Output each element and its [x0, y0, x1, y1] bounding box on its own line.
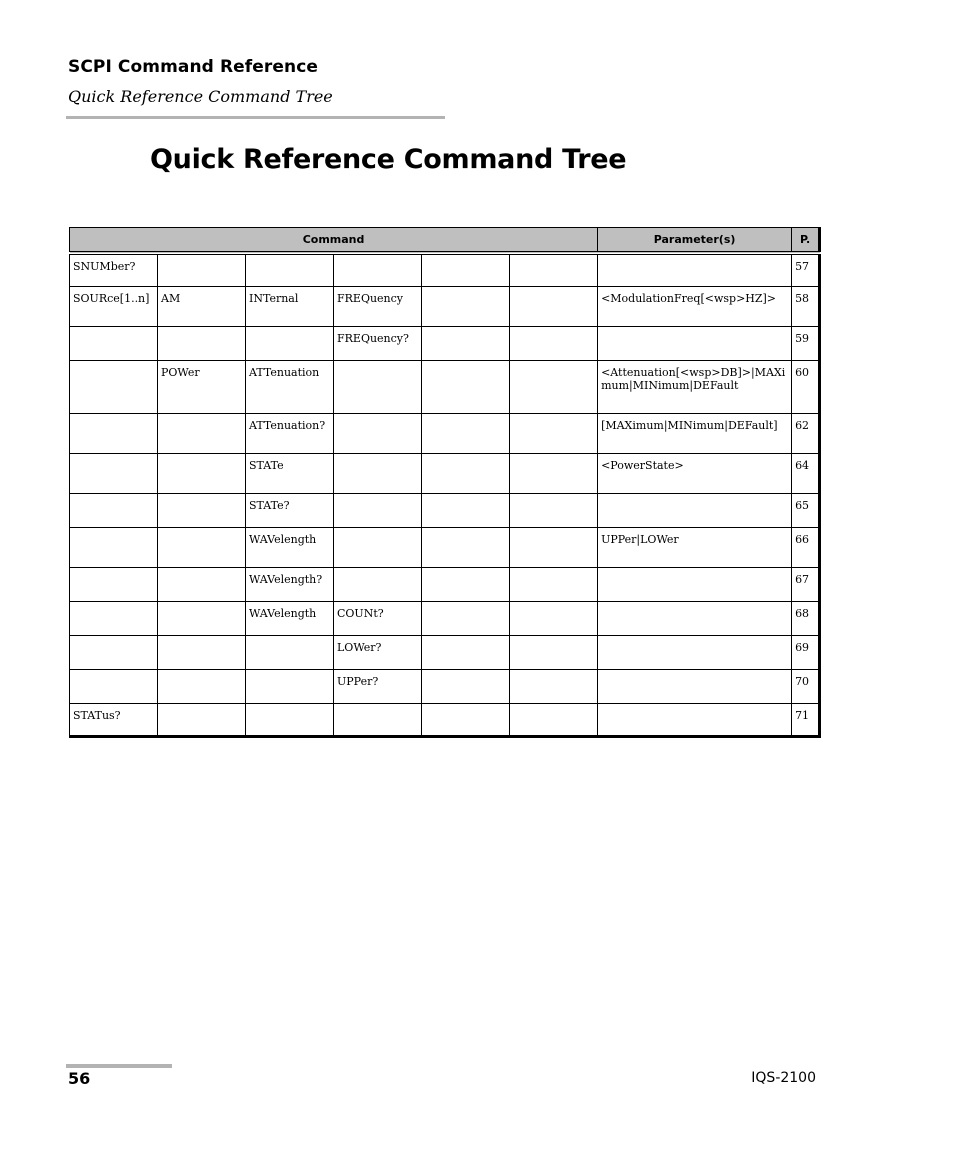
cell-level-6: [510, 360, 598, 413]
table-row: [70, 253, 820, 286]
cell-level-1: [70, 326, 158, 360]
cell-level-5: [422, 326, 510, 360]
table-row: [70, 360, 820, 413]
cell-page: 69: [792, 635, 820, 669]
cell-level-2: [158, 567, 246, 601]
cell-level-2: [158, 669, 246, 703]
cell-level-3: ATTenuation?: [246, 413, 334, 453]
cell-parameters: [598, 567, 792, 601]
section-subtitle: Quick Reference Command Tree: [68, 87, 333, 106]
cell-level-5: [422, 567, 510, 601]
cell-level-2: [158, 601, 246, 635]
cell-level-1: SNUMber?: [70, 253, 158, 286]
cell-parameters: <ModulationFreq[<wsp>HZ]>: [598, 286, 792, 326]
section-title: SCPI Command Reference: [68, 57, 319, 77]
cell-level-5: [422, 635, 510, 669]
table-row: [70, 286, 820, 326]
cell-level-6: [510, 453, 598, 493]
cell-level-6: [510, 413, 598, 453]
footer-divider: [66, 1064, 172, 1068]
cell-level-2: [158, 253, 246, 286]
cell-level-5: [422, 360, 510, 413]
cell-parameters: <Attenuation[<wsp>DB]>|MAXimum|MINimum|DEFault: [598, 360, 792, 413]
cell-level-6: [510, 253, 598, 286]
table-row: [70, 669, 820, 703]
cell-level-4: LOWer?: [334, 635, 422, 669]
cell-level-4: [334, 413, 422, 453]
cell-page: 67: [792, 567, 820, 601]
cell-level-4: [334, 527, 422, 567]
cell-page: 57: [792, 253, 820, 286]
cell-level-6: [510, 326, 598, 360]
cell-level-2: [158, 453, 246, 493]
cell-level-6: [510, 527, 598, 567]
cell-level-6: [510, 669, 598, 703]
cell-page: 64: [792, 453, 820, 493]
cell-parameters: UPPer|LOWer: [598, 527, 792, 567]
cell-page: 60: [792, 360, 820, 413]
cell-level-5: [422, 253, 510, 286]
cell-level-4: [334, 703, 422, 736]
cell-level-2: AM: [158, 286, 246, 326]
cell-level-4: [334, 567, 422, 601]
cell-page: 71: [792, 703, 820, 736]
cell-level-1: [70, 635, 158, 669]
cell-level-3: WAVelength?: [246, 567, 334, 601]
cell-level-5: [422, 286, 510, 326]
cell-level-5: [422, 527, 510, 567]
cell-page: 59: [792, 326, 820, 360]
cell-level-4: COUNt?: [334, 601, 422, 635]
cell-level-1: [70, 493, 158, 527]
table-body: [70, 253, 820, 736]
cell-level-1: [70, 453, 158, 493]
cell-page: 62: [792, 413, 820, 453]
table-row: [70, 635, 820, 669]
cell-page: 65: [792, 493, 820, 527]
cell-level-6: [510, 493, 598, 527]
product-name: IQS-2100: [751, 1070, 816, 1086]
table-row: [70, 493, 820, 527]
cell-level-1: STATus?: [70, 703, 158, 736]
cell-level-1: [70, 360, 158, 413]
cell-level-3: WAVelength: [246, 527, 334, 567]
cell-level-4: [334, 253, 422, 286]
cell-level-6: [510, 703, 598, 736]
cell-parameters: [598, 493, 792, 527]
cell-level-1: [70, 413, 158, 453]
command-tree-table: [69, 227, 821, 738]
cell-level-5: [422, 453, 510, 493]
cell-level-3: WAVelength: [246, 601, 334, 635]
cell-level-4: FREQuency: [334, 286, 422, 326]
table-row: [70, 413, 820, 453]
cell-level-4: UPPer?: [334, 669, 422, 703]
cell-page: 70: [792, 669, 820, 703]
cell-level-5: [422, 413, 510, 453]
cell-parameters: [598, 669, 792, 703]
cell-level-4: [334, 360, 422, 413]
cell-level-3: [246, 669, 334, 703]
cell-level-4: [334, 453, 422, 493]
cell-level-3: STATe: [246, 453, 334, 493]
cell-level-2: [158, 493, 246, 527]
table-row: [70, 326, 820, 360]
column-header-command: Command: [70, 228, 598, 254]
cell-level-3: [246, 635, 334, 669]
table-header-row: [70, 228, 820, 254]
cell-level-2: [158, 703, 246, 736]
cell-level-2: [158, 413, 246, 453]
cell-level-3: ATTenuation: [246, 360, 334, 413]
column-header-page: P.: [792, 228, 820, 254]
cell-level-3: [246, 326, 334, 360]
column-header-parameters: Parameter(s): [598, 228, 792, 254]
cell-level-3: STATe?: [246, 493, 334, 527]
cell-level-1: [70, 669, 158, 703]
table-row: [70, 527, 820, 567]
cell-level-3: [246, 253, 334, 286]
cell-parameters: [MAXimum|MINimum|DEFault]: [598, 413, 792, 453]
cell-level-6: [510, 286, 598, 326]
cell-parameters: <PowerState>: [598, 453, 792, 493]
cell-level-6: [510, 601, 598, 635]
cell-level-1: SOURce[1..n]: [70, 286, 158, 326]
cell-parameters: [598, 253, 792, 286]
table-row: [70, 567, 820, 601]
cell-level-6: [510, 635, 598, 669]
cell-level-6: [510, 567, 598, 601]
page-number: 56: [68, 1069, 91, 1088]
cell-parameters: [598, 601, 792, 635]
cell-level-4: [334, 493, 422, 527]
header-divider: [66, 116, 445, 119]
cell-level-5: [422, 493, 510, 527]
cell-level-5: [422, 703, 510, 736]
cell-parameters: [598, 703, 792, 736]
cell-level-3: [246, 703, 334, 736]
cell-page: 68: [792, 601, 820, 635]
cell-level-2: [158, 527, 246, 567]
cell-level-1: [70, 567, 158, 601]
cell-level-5: [422, 669, 510, 703]
cell-page: 66: [792, 527, 820, 567]
table-row: [70, 703, 820, 736]
cell-level-2: [158, 326, 246, 360]
cell-level-4: FREQuency?: [334, 326, 422, 360]
cell-page: 58: [792, 286, 820, 326]
cell-parameters: [598, 326, 792, 360]
cell-level-1: [70, 601, 158, 635]
cell-level-1: [70, 527, 158, 567]
table-row: [70, 601, 820, 635]
cell-level-2: POWer: [158, 360, 246, 413]
cell-level-5: [422, 601, 510, 635]
cell-level-3: INTernal: [246, 286, 334, 326]
table-row: [70, 453, 820, 493]
cell-level-2: [158, 635, 246, 669]
page-title: Quick Reference Command Tree: [150, 144, 627, 175]
cell-parameters: [598, 635, 792, 669]
